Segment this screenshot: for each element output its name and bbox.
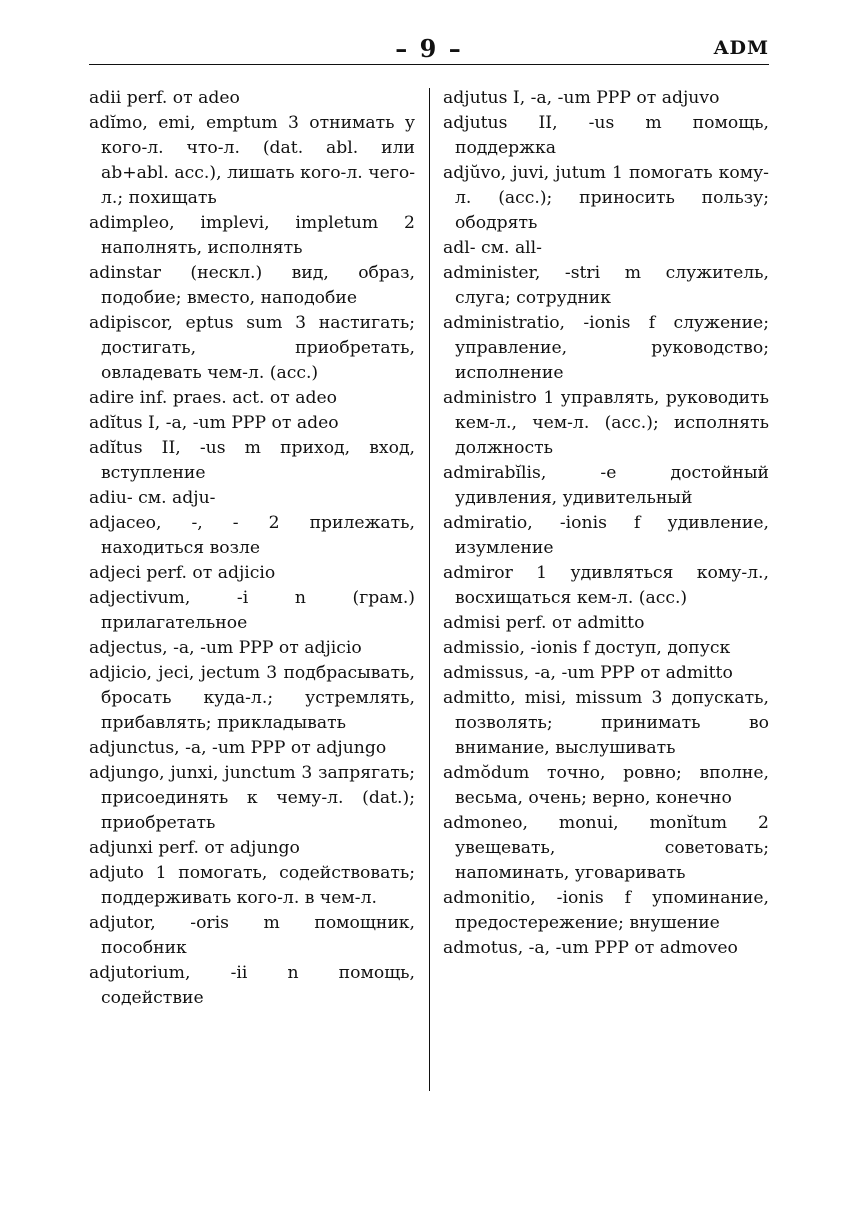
dictionary-entry: admoneo, monui, monĭtum 2 увещевать, советовать; напоминать, уговаривать (443, 813, 769, 883)
dictionary-entry: adĭtus I, -a, -um PPP от adeo (89, 413, 339, 433)
dictionary-entry: adl- см. all- (443, 238, 542, 258)
dictionary-entry: adjungo, junxi, junctum 3 запрягать; присоединять к чему-л. (dat.); приобретать (89, 763, 415, 833)
dictionary-entry: administro 1 управлять, руководить кем-л., чем-л. (acc.); исполнять должность (443, 388, 769, 458)
dictionary-entry: adjutor, -oris m помощник, пособник (89, 913, 415, 958)
dictionary-entry: adjuto 1 помогать, содействовать; поддерживать кого-л. в чем-л. (89, 863, 415, 908)
dictionary-entry: admiratio, -ionis f удивление, изумление (443, 513, 769, 558)
dictionary-entry: adjeci perf. от adjicio (89, 563, 276, 583)
dictionary-entry: adjunxi perf. от adjungo (89, 838, 300, 858)
dictionary-entry: adjectus, -a, -um PPP от adjicio (89, 638, 362, 658)
page-header (89, 34, 769, 64)
column-divider (429, 88, 430, 1091)
dictionary-entry: adinstar (нескл.) вид, образ, подобие; вместо, наподобие (89, 263, 415, 308)
dictionary-entry: adjaceo, -, - 2 прилежать, находиться возле (89, 513, 415, 558)
dictionary-entry: adjutorium, -ii n помощь, содействие (89, 963, 415, 1008)
header-rule (89, 64, 769, 65)
dictionary-entry: administratio, -ionis f служение; управление, руководство; исполнение (443, 313, 769, 383)
dictionary-entry: adire inf. praes. act. от adeo (89, 388, 338, 408)
dictionary-entry: admirabĭlis, -e достойный удивления, удивительный (443, 463, 769, 508)
left-column (89, 86, 415, 1011)
dictionary-entry: adĭmo, emi, emptum 3 отнимать у кого-л. что-л. (dat. abl. или ab+abl. acc.), лишать кого-л. чего-л.; похищать (89, 113, 415, 208)
dictionary-entry: admŏdum точно, ровно; вполне, весьма, очень; верно, конечно (443, 763, 769, 808)
dictionary-entry: adjutus I, -a, -um PPP от adjuvo (443, 88, 720, 108)
dictionary-entry: adipiscor, eptus sum 3 настигать; достигать, приобретать, овладевать чем-л. (acc.) (89, 313, 415, 383)
dictionary-entry: adjŭvo, juvi, jutum 1 помогать кому-л. (acc.); приносить пользу; ободрять (443, 163, 769, 233)
dictionary-entry: admitto, misi, missum 3 допускать, позволять; принимать во внимание, выслушивать (443, 688, 769, 758)
dictionary-entry: adimpleo, implevi, impletum 2 наполнять, исполнять (89, 213, 415, 258)
guide-word: ADM (713, 37, 769, 59)
dictionary-entry: adĭtus II, -us m приход, вход, вступление (89, 438, 415, 483)
dictionary-entry: admissio, -ionis f доступ, допуск (443, 638, 731, 658)
dictionary-entry: admotus, -a, -um PPP от admoveo (443, 938, 738, 958)
dictionary-entry: admisi perf. от admitto (443, 613, 645, 633)
dictionary-entry: administer, -stri m служитель, слуга; сотрудник (443, 263, 769, 308)
dictionary-entry: adiu- см. adju- (89, 488, 216, 508)
dictionary-entry: adii perf. от adeo (89, 88, 240, 108)
right-column (443, 86, 769, 961)
dictionary-entry: adjectivum, -i n (грам.) прилагательное (89, 588, 415, 633)
page-number: – 9 – (395, 34, 463, 63)
dictionary-entry: admiror 1 удивляться кому-л., восхищаться кем-л. (acc.) (443, 563, 769, 608)
dictionary-entry: adjunctus, -a, -um PPP от adjungo (89, 738, 387, 758)
dictionary-entry: admonitio, -ionis f упоминание, предостережение; внушение (443, 888, 769, 933)
dictionary-entry: adjicio, jeci, jectum 3 подбрасывать, бросать куда-л.; устремлять, прибавлять; прикладывать (89, 663, 415, 733)
dictionary-entry: admissus, -a, -um PPP от admitto (443, 663, 733, 683)
dictionary-entry: adjutus II, -us m помощь, поддержка (443, 113, 769, 158)
